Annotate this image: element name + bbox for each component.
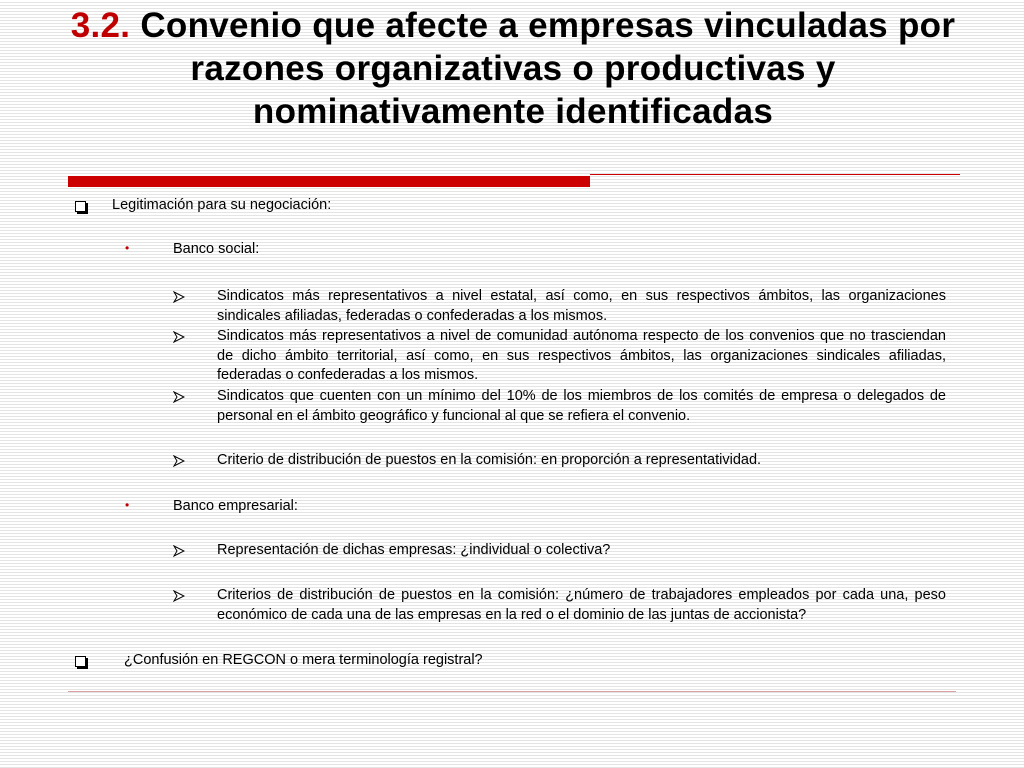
arrowhead-icon (173, 331, 185, 343)
banco-empresarial-label: Banco empresarial: (173, 498, 298, 514)
bullet-dot-icon: • (125, 241, 130, 255)
checkbox-icon (75, 656, 86, 667)
list-item-social-3: Sindicatos que cuenten con un mínimo del 10% de los miembros de los comités de empresa o delegados de personal en el ámbito geográfico y funcional al que se refiera el convenio. (217, 388, 946, 424)
arrowhead-icon (173, 455, 185, 467)
section-heading-legitimacion: Legitimación para su negociación: (112, 197, 332, 213)
title-number: 3.2. (70, 6, 131, 45)
title-underline-line (590, 174, 960, 175)
bottom-divider (68, 691, 956, 692)
list-item-social-2: Sindicatos más representativos a nivel de comunidad autónoma respecto de los convenios que no trasciendan de dicho ámbito territorial, así como, en sus respectivos ámbitos, las organizaciones sindicales afiliadas, federadas o confederadas a los mismos. (217, 328, 946, 383)
title-underline-bar (68, 176, 590, 187)
arrowhead-icon (173, 590, 185, 602)
arrowhead-icon (173, 391, 185, 403)
list-item-social-4: Criterio de distribución de puestos en la comisión: en proporción a representatividad. (217, 452, 762, 468)
bullet-dot-icon: • (125, 498, 130, 512)
list-item-social-1: Sindicatos más representativos a nivel estatal, así como, en sus respectivos ámbitos, las organizaciones sindicales afiliadas, federadas o confederadas a los mismos. (217, 288, 946, 324)
title-text: Convenio que afecte a empresas vinculadas por razones organizativas o productivas y nominativamente identificadas (140, 6, 956, 131)
banco-social-label: Banco social: (173, 241, 260, 257)
section-heading-confusion: ¿Confusión en REGCON o mera terminología registral? (124, 652, 483, 668)
slide-title (70, 4, 956, 133)
list-item-empresarial-2: Criterios de distribución de puestos en la comisión: ¿número de trabajadores empleados por cada una, peso económico de cada una de las empresas en la red o el dominio de las juntas de accionista? (217, 587, 946, 623)
list-item-empresarial-1: Representación de dichas empresas: ¿individual o colectiva? (217, 542, 611, 558)
arrowhead-icon (173, 291, 185, 303)
checkbox-icon (75, 201, 86, 212)
arrowhead-icon (173, 545, 185, 557)
